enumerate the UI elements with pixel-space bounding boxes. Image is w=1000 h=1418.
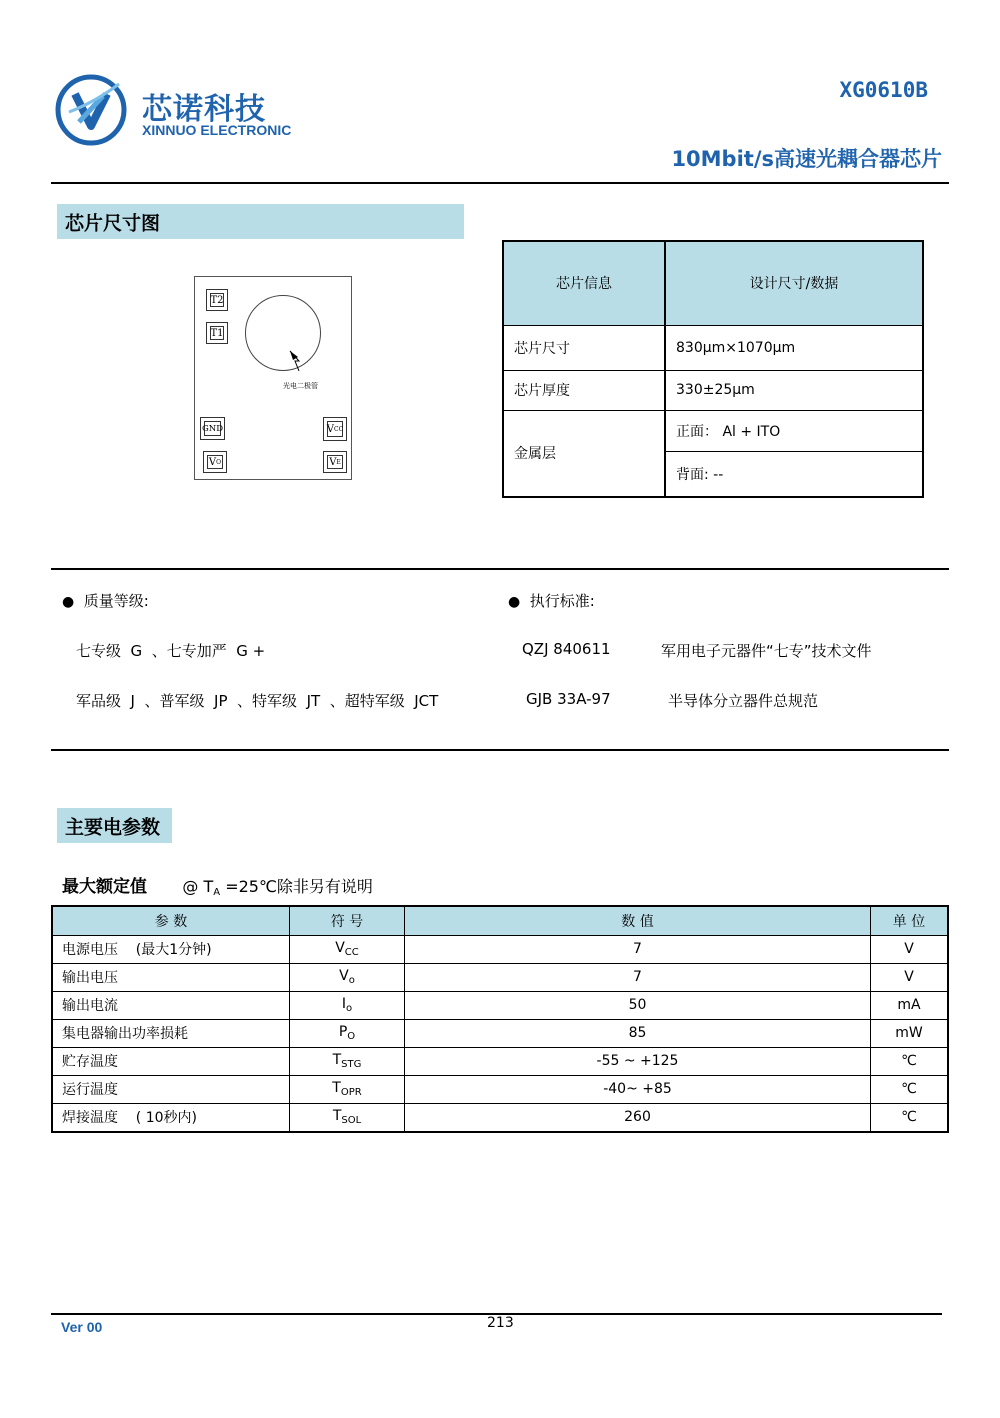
standard-desc: 半导体分立器件总规范 (668, 692, 819, 710)
param-symbol: $T_{OPR}$ (290, 1075, 405, 1103)
param-unit: mA (871, 991, 949, 1019)
param-value: 7 (405, 963, 871, 991)
col-header-symbol: 符 号 (290, 906, 405, 935)
pad-gnd: GND (200, 417, 225, 440)
param-name: 焊接温度 ( 10秒内) (52, 1103, 290, 1132)
param-value: 50 (405, 991, 871, 1019)
pad-vcc: V CC (323, 417, 347, 441)
param-value: 7 (405, 935, 871, 963)
param-value: 85 (405, 1019, 871, 1047)
pad-ve: V E (323, 451, 347, 473)
param-symbol: $V_{CC}$ (290, 935, 405, 963)
bullet: ● (62, 594, 75, 610)
param-symbol: $V_o$ (290, 963, 405, 991)
version-label: Ver 00 (61, 1319, 103, 1335)
param-unit: ℃ (871, 1047, 949, 1075)
param-value: -55 ~ +125 (405, 1047, 871, 1075)
standard-code: QZJ 840611 (522, 640, 611, 658)
table-row (52, 1075, 948, 1103)
grades-bottom-divider (51, 749, 949, 751)
info-label: 芯片厚度 (503, 370, 665, 410)
param-symbol: $I_o$ (290, 991, 405, 1019)
table-row (52, 1047, 948, 1075)
chip-section-title: 芯片尺寸图 (57, 204, 464, 239)
doc-subtitle: 10Mbit/s高速光耦合器芯片 (671, 147, 942, 171)
max-ratings-table (51, 905, 949, 1133)
param-symbol: $P_O$ (290, 1019, 405, 1047)
param-name: 输出电流 (52, 991, 290, 1019)
quality-grade-line: 七专级 G 、七专加严 G + (76, 642, 266, 660)
info-value: 830μm×1070μm (665, 325, 923, 370)
part-number: XG0610B (839, 78, 928, 102)
info-value: 背面: -- (665, 451, 923, 497)
pad-t2: T2 (206, 289, 228, 311)
param-value: -40~ +85 (405, 1075, 871, 1103)
col-header-value: 数 值 (405, 906, 871, 935)
info-label: 金属层 (503, 410, 665, 497)
info-value: 330±25μm (665, 370, 923, 410)
table-row (52, 1019, 948, 1047)
grades-top-divider (51, 568, 949, 570)
photodiode-label: 光电二极管 (283, 382, 318, 390)
page-number: 213 (487, 1315, 514, 1331)
param-symbol: $T_{STG}$ (290, 1047, 405, 1075)
param-unit: V (871, 963, 949, 991)
max-ratings-title: 最大额定值 (62, 877, 147, 897)
table-header-row (52, 906, 948, 935)
param-name: 电源电压 (最大1分钟) (52, 935, 290, 963)
info-label: 芯片尺寸 (503, 325, 665, 370)
param-value: 260 (405, 1103, 871, 1132)
company-logo (55, 74, 127, 146)
param-unit: mW (871, 1019, 949, 1047)
param-name: 运行温度 (52, 1075, 290, 1103)
col-header-unit: 单 位 (871, 906, 949, 935)
pointer-arrow (285, 349, 315, 379)
company-name-en: XINNUO ELECTRONIC (142, 122, 292, 138)
info-header-label: 芯片信息 (503, 241, 665, 325)
params-section-title: 主要电参数 (57, 808, 172, 843)
standard-desc: 军用电子元器件“七专”技术文件 (661, 642, 872, 660)
param-name: 贮存温度 (52, 1047, 290, 1075)
quality-grade-line: 军品级 J 、普军级 JP 、特军级 JT 、超特军级 JCT (76, 692, 439, 710)
info-value: 正面： Al + ITO (665, 410, 923, 451)
standard-heading: ● 执行标准: (508, 592, 595, 610)
table-row (52, 991, 948, 1019)
table-row (52, 963, 948, 991)
header-divider (51, 182, 949, 184)
max-ratings-heading (62, 872, 373, 898)
param-unit: ℃ (871, 1103, 949, 1132)
pad-t1: T1 (206, 322, 228, 344)
max-ratings-condition: @ $T_A$ =25℃除非另有说明 (182, 877, 373, 898)
info-header-value: 设计尺寸/数据 (665, 241, 923, 325)
param-unit: ℃ (871, 1075, 949, 1103)
table-row (52, 935, 948, 963)
chip-diagram (194, 276, 352, 480)
param-name: 集电器输出功率损耗 (52, 1019, 290, 1047)
standard-code: GJB 33A-97 (526, 690, 611, 708)
company-name-cn: 芯诺科技 (142, 92, 266, 127)
param-name: 输出电压 (52, 963, 290, 991)
quality-grade-heading: ● 质量等级: (62, 592, 149, 610)
chip-info-table (502, 240, 924, 498)
table-row (52, 1103, 948, 1132)
bullet: ● (508, 594, 521, 610)
param-unit: V (871, 935, 949, 963)
pad-vo: V O (203, 451, 227, 473)
col-header-param: 参 数 (52, 906, 290, 935)
param-symbol: $T_{SOL}$ (290, 1103, 405, 1132)
